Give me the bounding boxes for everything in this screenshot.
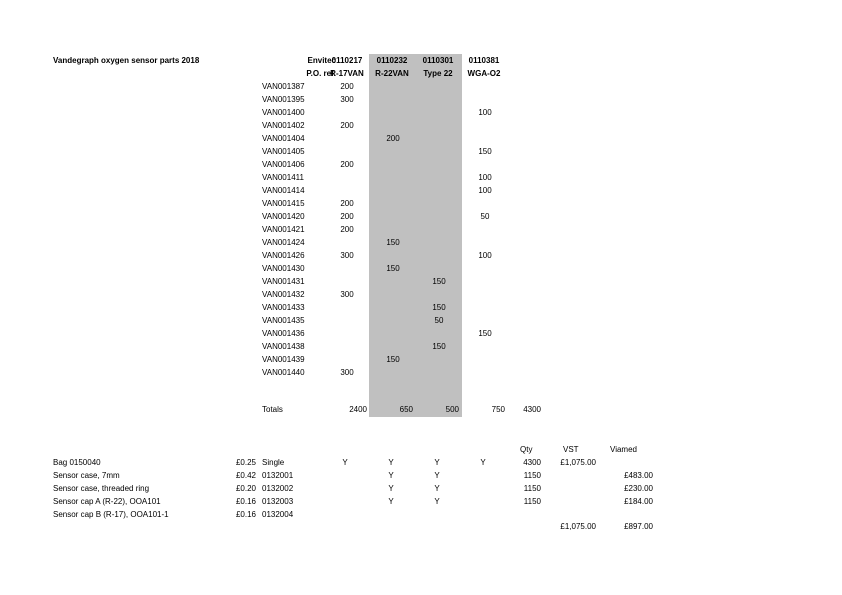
header-envitec-label: Envitec	[307, 56, 336, 65]
order-qty-col-1: 300	[340, 290, 354, 299]
parts-total-viamed: £897.00	[624, 522, 653, 531]
order-qty-col-3: 150	[432, 303, 446, 312]
po-number: VAN001440	[262, 368, 305, 377]
order-qty-col-1: 200	[340, 160, 354, 169]
po-number: VAN001436	[262, 329, 305, 338]
order-qty-col-4: 150	[478, 329, 492, 338]
po-number: VAN001406	[262, 160, 305, 169]
po-number: VAN001415	[262, 199, 305, 208]
po-number: VAN001433	[262, 303, 305, 312]
part-qty: 1150	[523, 471, 541, 480]
part-viamed-cost: £230.00	[624, 484, 653, 493]
part-qty: 1150	[523, 497, 541, 506]
part-name: Sensor cap B (R-17), OOA101-1	[53, 510, 169, 519]
total-col-3: 500	[445, 405, 459, 414]
column-code-4: 0110381	[468, 56, 500, 65]
parts-vst-header: VST	[563, 445, 579, 454]
order-qty-col-4: 100	[478, 173, 492, 182]
order-qty-col-2: 150	[386, 355, 400, 364]
order-qty-col-1: 200	[340, 199, 354, 208]
part-compat-flag-2: Y	[388, 484, 394, 493]
po-number: VAN001421	[262, 225, 305, 234]
po-number: VAN001411	[262, 173, 304, 182]
part-compat-flag-3: Y	[434, 497, 440, 506]
po-number: VAN001405	[262, 147, 305, 156]
header-po-ref-label: P.O. ref.	[306, 69, 336, 78]
parts-viamed-header: Viamed	[610, 445, 637, 454]
po-number: VAN001438	[262, 342, 305, 351]
part-viamed-cost: £483.00	[624, 471, 653, 480]
order-qty-col-4: 50	[480, 212, 490, 221]
part-code: 0132003	[262, 497, 294, 506]
po-number: VAN001414	[262, 186, 305, 195]
part-unit-price: £0.25	[235, 458, 256, 467]
total-col-2: 650	[399, 405, 413, 414]
totals-label: Totals	[262, 405, 283, 414]
order-qty-col-3: 50	[434, 316, 444, 325]
po-number: VAN001387	[262, 82, 305, 91]
order-qty-col-1: 300	[340, 251, 354, 260]
sheet-title: Vandegraph oxygen sensor parts 2018	[53, 56, 200, 65]
order-qty-col-1: 300	[340, 95, 354, 104]
order-qty-col-4: 100	[478, 186, 492, 195]
column-ref-3: Type 22	[423, 69, 453, 78]
order-qty-col-1: 200	[340, 212, 354, 221]
part-code: 0132002	[262, 484, 294, 493]
part-name: Sensor case, threaded ring	[53, 484, 150, 493]
po-number: VAN001430	[262, 264, 305, 273]
part-qty: 4300	[523, 458, 541, 467]
part-name: Sensor cap A (R-22), OOA101	[53, 497, 161, 506]
part-unit-price: £0.16	[235, 497, 256, 506]
po-number: VAN001395	[262, 95, 305, 104]
part-compat-flag-2: Y	[388, 497, 394, 506]
part-code: 0132001	[262, 471, 294, 480]
column-ref-2: R-22VAN	[375, 69, 409, 78]
part-compat-flag-2: Y	[388, 471, 394, 480]
order-qty-col-1: 200	[340, 121, 354, 130]
part-code: Single	[262, 458, 285, 467]
order-qty-col-2: 200	[386, 134, 400, 143]
order-qty-col-2: 150	[386, 238, 400, 247]
part-compat-flag-2: Y	[388, 458, 394, 467]
part-viamed-cost: £184.00	[624, 497, 653, 506]
order-qty-col-3: 150	[432, 277, 446, 286]
total-col-1: 2400	[349, 405, 367, 414]
order-qty-col-4: 100	[478, 108, 492, 117]
po-number: VAN001431	[262, 277, 305, 286]
order-qty-col-4: 150	[478, 147, 492, 156]
order-qty-col-2: 150	[386, 264, 400, 273]
order-qty-col-1: 200	[340, 225, 354, 234]
po-number: VAN001432	[262, 290, 305, 299]
column-code-1: 0110217	[331, 56, 363, 65]
po-number: VAN001435	[262, 316, 305, 325]
column-ref-1: R-17VAN	[330, 69, 364, 78]
parts-qty-header: Qty	[520, 445, 533, 454]
part-code: 0132004	[262, 510, 294, 519]
total-col-4: 750	[491, 405, 505, 414]
po-number: VAN001402	[262, 121, 305, 130]
part-compat-flag-3: Y	[434, 458, 440, 467]
part-unit-price: £0.20	[235, 484, 256, 493]
total-grand: 4300	[523, 405, 541, 414]
part-compat-flag-1: Y	[342, 458, 348, 467]
part-qty: 1150	[523, 484, 541, 493]
part-unit-price: £0.42	[235, 471, 256, 480]
order-qty-col-1: 200	[340, 82, 354, 91]
po-number: VAN001426	[262, 251, 305, 260]
po-number: VAN001439	[262, 355, 305, 364]
column-code-2: 0110232	[376, 56, 408, 65]
part-vst-cost: £1,075.00	[560, 458, 596, 467]
order-qty-col-4: 100	[478, 251, 492, 260]
parts-total-vst: £1,075.00	[560, 522, 596, 531]
part-unit-price: £0.16	[235, 510, 256, 519]
po-number: VAN001400	[262, 108, 305, 117]
order-qty-col-1: 300	[340, 368, 354, 377]
column-ref-4: WGA-O2	[467, 69, 501, 78]
order-qty-col-3: 150	[432, 342, 446, 351]
po-number: VAN001420	[262, 212, 305, 221]
part-name: Bag 0150040	[53, 458, 101, 467]
part-compat-flag-4: Y	[480, 458, 486, 467]
column-code-3: 0110301	[422, 56, 454, 65]
part-compat-flag-3: Y	[434, 471, 440, 480]
part-compat-flag-3: Y	[434, 484, 440, 493]
part-name: Sensor case, 7mm	[53, 471, 120, 480]
po-number: VAN001424	[262, 238, 305, 247]
po-number: VAN001404	[262, 134, 305, 143]
